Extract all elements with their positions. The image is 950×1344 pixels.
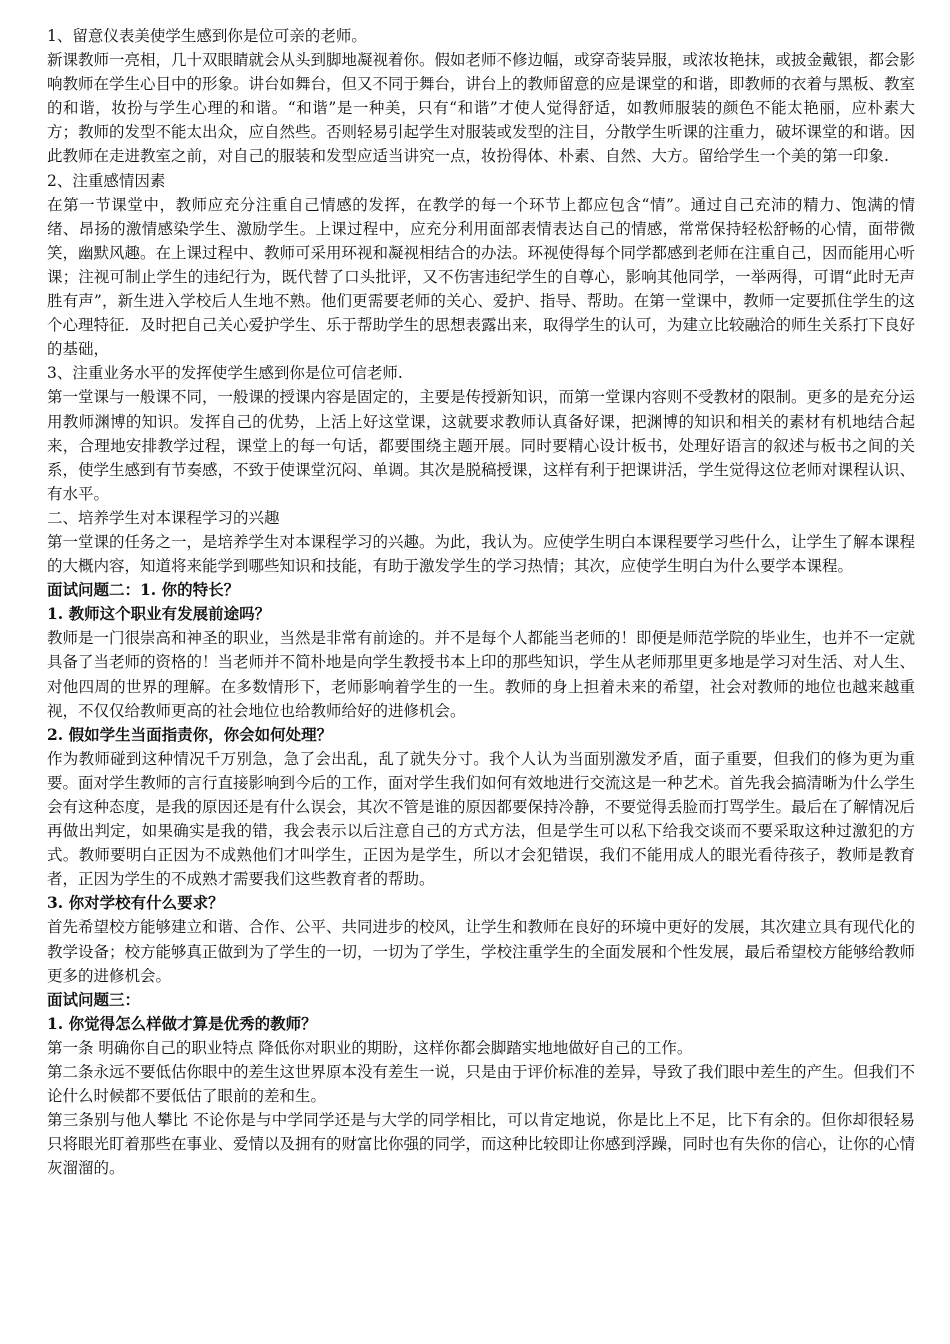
paragraph-emotion: 在第一节课堂中，教师应充分注重自己情感的发挥，在教学的每一个环节上都应包含“情”。通过自己充沛的精力、饱满的情绪、昂扬的激情感染学生、激励学生。上课过程中，应充分利用面部表情表达自己的情感，常常保持轻松舒畅的心情，面带微笑，幽默风趣。在上课过程中、教师可采用环视和凝视相结合的办法。环视使得每个同学都感到老师在注重自己，因而能用心听课；注视可制止学生的违纪行为，既代替了口头批评，又不伤害违纪学生的自尊心，影响其他同学，一举两得，可谓“此时无声胜有声”，新生进入学校后人生地不熟。他们更需要老师的关心、爱护、指导、帮助。在第一堂课中，教师一定要抓住学生的这个心理特征．及时把自己关心爱护学生、乐于帮助学生的思想表露出来，取得学生的认可，为建立比较融洽的师生关系打下良好的基础，: [47, 195, 916, 359]
heading-appearance: 1、留意仪表美使学生感到你是位可亲的老师。: [47, 27, 367, 45]
heading-professional-level: 3、注重业务水平的发挥使学生感到你是位可信老师.: [47, 364, 403, 383]
answer-career-prospects: 教师是一门很崇高和神圣的职业，当然是非常有前途的。并不是每个人都能当老师的！即便是师范学院的毕业生，也并不一定就具备了当老师的资格的！当老师并不简朴地是向学生教授书本上印的那些知识，学生从老师那里更多地是学习对生活、对人生、对他四周的世界的理解。在多数情形下，老师影响着学生的一生。教师的身上担着未来的希望，社会对教师的地位也越来越重视，不仅仅给教师更高的社会地位也给教师给好的进修机会。: [47, 629, 916, 720]
heading-interview-question-2: 面试问题二：1. 你的特长？: [47, 580, 240, 600]
document-body: [47, 24, 915, 1181]
question-excellent-teacher: 1. 你觉得怎么样做才算是优秀的教师？: [47, 1013, 317, 1033]
paragraph-appearance: 新课教师一亮相，几十双眼睛就会从头到脚地凝视着你。假如老师不修边幅，或穿奇装异服，或浓妆艳抹，或披金戴银，都会影响教师在学生心目中的形象。讲台如舞台，但又不同于舞台，讲台上的教师留意的应是课堂的和谐，即教师的衣着与黑板、教室的和谐，妆扮与学生心理的和谐。“和谐”是一种美，只有“和谐”才使人觉得舒适，如教师服装的颜色不能太艳丽，应朴素大方；教师的发型不能太出众，应自然些。否则轻易引起学生对服装或发型的注目，分散学生听课的注重力，破坏课堂的和谐。因此教师在走进教室之前，对自己的服装和发型应适当讲究一点，妆扮得体、朴素、自然、大方。留给学生一个美的第一印象.: [47, 51, 916, 166]
paragraph-interest: 第一堂课的任务之一，是培养学生对本课程学习的兴趣。为此，我认为。应使学生明白本课程要学习些什么，让学生了解本课程的大概内容，知道将来能学到哪些知识和技能，有助于激发学生的学习热情；其次，应使学生明白为什么要学本课程。: [47, 532, 916, 576]
question-career-prospects: 1. 教师这个职业有发展前途吗？: [47, 604, 271, 624]
heading-emotion: 2、注重感情因素: [47, 171, 166, 190]
question-student-criticism: 2. 假如学生当面指责你，你会如何处理？: [47, 724, 333, 744]
question-school-requirements: 3. 你对学校有什么要求？: [47, 893, 224, 913]
rule-two: 第二条永远不要低估你眼中的差生这世界原本没有差生一说，只是由于评价标准的差异，导致了我们眼中差生的产生。但我们不论什么时候都不要低估了眼前的差和生。: [47, 1063, 916, 1106]
rule-one: 第一条 明确你自己的职业特点 降低你对职业的期盼，这样你都会脚踏实地地做好自己的工作。: [47, 1038, 693, 1057]
answer-student-criticism: 作为教师碰到这种情况千万别急，急了会出乱，乱了就失分寸。我个人认为当面别激发矛盾，面子重要，但我们的修为更为重要。面对学生教师的言行直接影响到今后的工作，面对学生我们如何有效地进行交流这是一种艺术。首先我会搞清晰为什么学生会有这种态度，是我的原因还是有什么误会，其次不管是谁的原因都要保持冷静，不要觉得丢脸而打骂学生。最后在了解情况后再做出判定，如果确实是我的错，我会表示以后注意自己的方式方法，但是学生可以私下给我交谈而不要采取这种过激犯的方式。教师要明白正因为不成熟他们才叫学生，正因为是学生，所以才会犯错误，我们不能用成人的眼光看待孩子，教师是教育者，正因为学生的不成熟才需要我们这些教育者的帮助。: [47, 749, 916, 889]
paragraph-professional-level: 第一堂课与一般课不同，一般课的授课内容是固定的，主要是传授新知识，而第一堂课内容则不受教材的限制。更多的是充分运用教师渊博的知识。发挥自己的优势，上活上好这堂课，这就要求教师认真备好课，把渊博的知识和相关的素材有机地结合起来，合理地安排教学过程，课堂上的每一句话，都要围绕主题开展。同时要精心设计板书，处理好语言的叙述与板书之间的关系，使学生感到有节奏感，不致于使课堂沉闷、单调。其次是脱稿授课，这样有利于把课讲活，学生觉得这位老师对课程认识、有水平。: [47, 388, 916, 503]
heading-interest: 二、培养学生对本课程学习的兴趣: [47, 508, 280, 527]
answer-school-requirements: 首先希望校方能够建立和谐、合作、公平、共同进步的校风，让学生和教师在良好的环境中更好的发展，其次建立具有现代化的教学设备；校方能够真正做到为了学生的一切，一切为了学生，学校注重学生的全面发展和个性发展，最后希望校方能够给教师更多的进修机会。: [47, 918, 916, 985]
rule-three: 第三条别与他人攀比 不论你是与中学同学还是与大学的同学相比，可以肯定地说，你是比上不足，比下有余的。但你却很轻易只将眼光盯着那些在事业、爱情以及拥有的财富比你强的同学，而这种比较即让你感到浮躁，同时也有失你的信心，让你的心情灰溜溜的。: [47, 1111, 916, 1178]
heading-interview-question-3: 面试问题三：: [47, 989, 141, 1009]
